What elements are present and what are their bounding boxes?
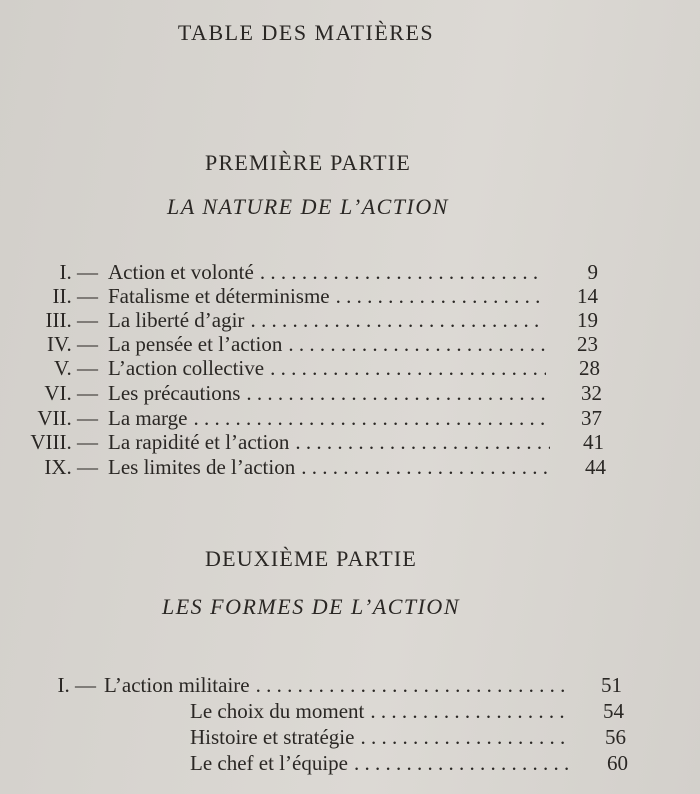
dot-leader [282, 331, 546, 357]
dot-leader [364, 698, 566, 724]
chapter-number: V. — [54, 356, 98, 380]
toc-subentry [0, 724, 680, 750]
chapter-title: L’action militaire [104, 673, 250, 697]
page-number: 14 [577, 284, 598, 308]
dot-leader [254, 259, 542, 285]
dot-leader [240, 380, 548, 406]
toc-entry [0, 355, 640, 381]
toc-entry [0, 380, 640, 406]
chapter-number: II. — [52, 284, 98, 308]
chapter-number: VII. — [37, 406, 98, 430]
chapter-number: VI. — [44, 381, 98, 405]
page-number: 56 [605, 725, 626, 749]
dot-leader [295, 454, 550, 480]
chapter-number: I. — [57, 673, 96, 697]
page-number: 23 [577, 332, 598, 356]
toc-entry [0, 405, 640, 431]
dot-leader [330, 283, 544, 309]
chapter-title: Les limites de l’action [108, 455, 296, 479]
toc-subentry [0, 750, 680, 776]
toc-subentry [0, 698, 680, 724]
page-number: 19 [577, 308, 598, 332]
dot-leader [354, 724, 568, 750]
page-number: 37 [581, 406, 602, 430]
chapter-number: IV. — [47, 332, 98, 356]
page-number: 41 [583, 430, 604, 454]
page-number: 60 [607, 751, 628, 775]
toc-entry [0, 672, 680, 698]
dot-leader [264, 355, 546, 381]
part2-subtitle: LES FORMES DE L’ACTION [161, 594, 460, 619]
page-title: TABLE DES MATIÈRES [177, 20, 435, 45]
page-number: 51 [601, 673, 622, 697]
dot-leader [250, 672, 564, 698]
dot-leader [188, 405, 549, 431]
chapter-title: La rapidité et l’action [108, 430, 290, 454]
dot-leader [289, 429, 550, 455]
page-number: 54 [603, 699, 624, 723]
page-number: 44 [585, 455, 606, 479]
section-title: Histoire et stratégie [190, 725, 355, 749]
page-number: 32 [581, 381, 602, 405]
page-number: 28 [579, 356, 600, 380]
toc-entry [0, 454, 640, 480]
chapter-title: Action et volonté [108, 260, 254, 284]
toc-entry [0, 259, 640, 285]
chapter-title: La liberté d’agir [108, 308, 245, 332]
toc-entry [0, 283, 640, 309]
part1-subtitle: LA NATURE DE L’ACTION [167, 194, 449, 219]
toc-entry [0, 429, 640, 455]
part2-title: DEUXIÈME PARTIE [204, 546, 418, 571]
chapter-title: La pensée et l’action [108, 332, 283, 356]
chapter-title: La marge [108, 406, 188, 430]
chapter-number: IX. — [44, 455, 98, 479]
dot-leader [348, 750, 570, 776]
chapter-title: Les précautions [108, 381, 241, 405]
chapter-title: Fatalisme et déterminisme [108, 284, 330, 308]
page-number: 9 [587, 260, 598, 284]
chapter-number: I. — [59, 260, 98, 284]
section-title: Le choix du moment [190, 699, 365, 723]
chapter-title: L’action collective [108, 356, 265, 380]
chapter-number: III. — [45, 308, 98, 332]
section-title: Le chef et l’équipe [190, 751, 348, 775]
dot-leader [244, 307, 544, 333]
chapter-number: VIII. — [30, 430, 98, 454]
part1-title: PREMIÈRE PARTIE [205, 150, 411, 175]
toc-entry [0, 331, 640, 357]
toc-entry [0, 307, 640, 333]
